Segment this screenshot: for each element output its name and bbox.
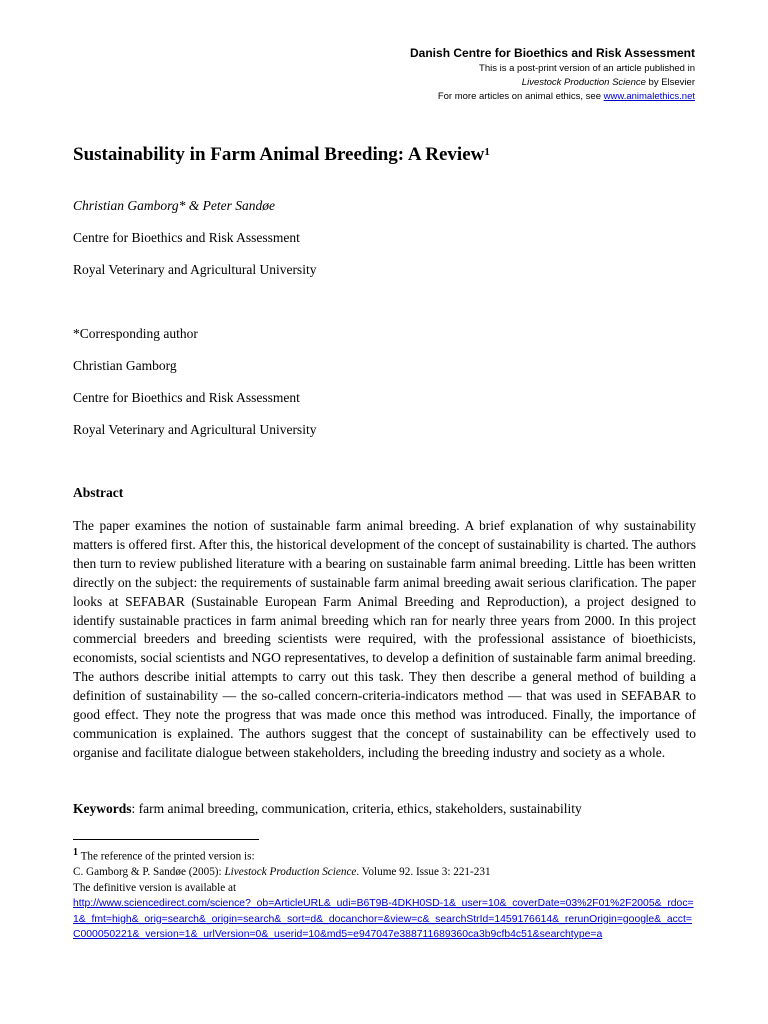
- abstract-text: The paper examines the notion of sustainable farm animal breeding. A brief explanation of why sustainability matters is offered first. After this, the historical development of the concept of sustainability is charted. The authors then turn to review published literature with a bearing on sustainable farm animal breeding. Little has been written directly on the subject: the requirements of sustainable farm animal breeding await serious clarification. The paper looks at SEFABAR (Sustainable European Farm Animal Breeding and Reproduction), a project designed to identify sustainable practices in farm animal breeding which ran for nearly three years from 2000. In this project commercial breeders and breeding scientists were required, with the professional assistance of bioethicists, economists, social scientists and NGO representatives, to develop a definition of sustainable farm animal breeding. The authors describe initial attempts to carry out this task. They then describe a general method of building a definition of sustainability — the so-called concern-criteria-indicators method — that was used in SEFABAR to good effect. They note the progress that was made once this method was introduced. Finally, the importance of communication is explained. The authors suggest that the concept of sustainability can be effectively used to organise and facilitate dialogue between stakeholders, including the breeding industry and society as a whole.: [73, 518, 696, 760]
- corresponding-author-name: Christian Gamborg: [73, 358, 177, 373]
- footnote-availability: The definitive version is available at: [73, 881, 237, 894]
- header-line-1: This is a post-print version of an article published in: [479, 63, 695, 74]
- header-line-3: [410, 90, 695, 104]
- corresponding-affiliation-1: Centre for Bioethics and Risk Assessment: [73, 390, 300, 405]
- citation-prefix: C. Gamborg & P. Sandøe (2005):: [73, 866, 225, 879]
- footnote-intro: The reference of the printed version is:: [78, 850, 255, 863]
- footnote-number: 1: [73, 846, 78, 858]
- header-line-3-prefix: For more articles on animal ethics, see: [437, 91, 604, 102]
- title-footnote-marker: 1: [484, 146, 490, 158]
- affiliation-2: Royal Veterinary and Agricultural University: [73, 262, 317, 277]
- affiliation-1: Centre for Bioethics and Risk Assessment: [73, 230, 300, 245]
- author-list: Christian Gamborg* & Peter Sandøe: [73, 198, 275, 213]
- sciencedirect-link[interactable]: http://www.sciencedirect.com/science?_ob=ArticleURL&_udi=B6T9B-4DKH0SD-1&_user=10&_coverDate=03%2F01%2F2005&_rdoc=1&_fmt=high&_orig=search&_origin=search&_sort=d&_docanchor=&view=c&_searchStrId=1459176614&_rerunOrigin=google&_acct=C000050221&_version=1&_urlVersion=0&_userid=10&md5=e947047e388711689360ca3b9cfb4c51&searchtype=a: [73, 898, 694, 941]
- header-line-2: [410, 76, 695, 90]
- footnote-citation: [73, 865, 696, 881]
- document-header: [410, 44, 695, 104]
- header-journal: Livestock Production Science: [521, 77, 646, 88]
- keywords-label: Keywords: [73, 800, 132, 816]
- paper-body: [73, 142, 696, 943]
- footnote-divider: [73, 839, 259, 840]
- keywords: [73, 801, 696, 817]
- footnote-line-1: [73, 845, 696, 865]
- animalethics-link[interactable]: www.animalethics.net: [603, 91, 695, 102]
- keywords-text: : farm animal breeding, communication, criteria, ethics, stakeholders, sustainability: [131, 800, 582, 816]
- paper-title: [73, 142, 696, 168]
- citation-journal: Livestock Production Science: [224, 866, 357, 879]
- abstract-heading: Abstract: [73, 485, 124, 500]
- corresponding-author-label: *Corresponding author: [73, 326, 198, 341]
- header-by: by Elsevier: [645, 77, 695, 88]
- title-text: Sustainability in Farm Animal Breeding: A Review: [73, 144, 485, 165]
- footnote: [73, 845, 696, 943]
- citation-suffix: . Volume 92. Issue 3: 221-231: [356, 866, 491, 879]
- header-organization: Danish Centre for Bioethics and Risk Assessment: [410, 46, 695, 60]
- corresponding-affiliation-2: Royal Veterinary and Agricultural University: [73, 422, 317, 437]
